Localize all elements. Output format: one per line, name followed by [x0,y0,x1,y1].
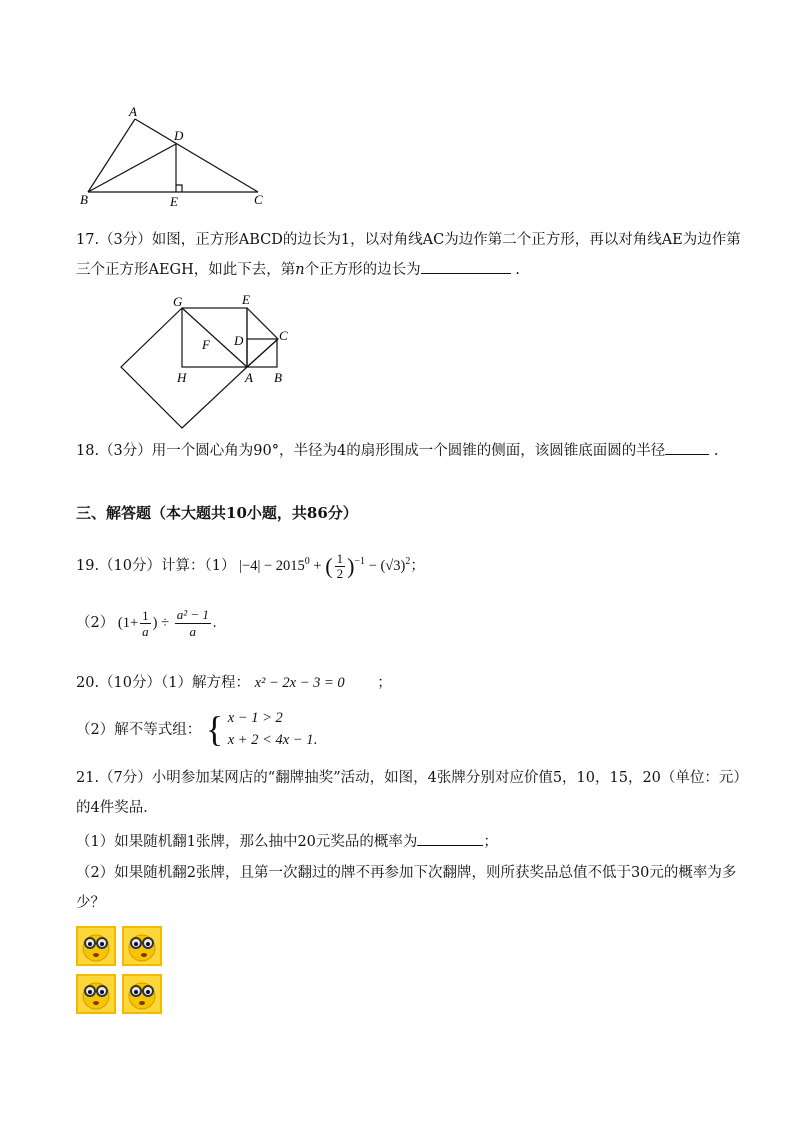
q18-line [76,440,718,462]
q20-period: . [313,732,318,748]
q19-abs: |−4| [239,557,261,574]
card-1[interactable] [76,926,116,966]
glasses-face-icon [124,976,160,1012]
card-3[interactable] [76,974,116,1014]
card-4[interactable] [122,974,162,1014]
glasses-face-icon [78,928,114,964]
label-E2: E [242,292,250,307]
label-C: C [254,192,263,207]
squares-figure [112,290,312,435]
q21-part1 [76,831,498,853]
q19-neg1: −1 [354,556,366,567]
q19-half: $\frac{1}{2}$ [336,551,344,581]
q20-ineq1: x − 1 > 2 [227,710,283,726]
glasses-face-icon [124,928,160,964]
q17-line1: 17.（3分）如图，正方形ABCD的边长为1，以对角线AC为边作第二个正方形，再以对角线AE为边作第 [76,232,741,248]
q20-ineq2: x + 2 < 4x − 1 [227,732,314,748]
card-2[interactable] [122,926,162,966]
q20-line1 [76,672,392,694]
q19-semicolon: ； [410,557,425,574]
label-F: F [202,337,210,352]
label-D2: D [234,333,244,348]
q20-eq: x² − 2x − 3 = 0 [254,675,345,691]
label-B: B [80,192,88,207]
q17-period: . [515,262,520,278]
q21-part1-text: （1）如果随机翻1张牌，那么抽中20元奖品的概率为 [76,834,418,850]
q21-line1: 21.（7分）小明参加某网店的“翻牌抽奖”活动，如图，4张牌分别对应价值5，10，15，20（单位：元） [76,770,748,786]
q21-answer-blank[interactable] [417,831,483,846]
label-G: G [173,294,183,309]
cards-grid [76,926,166,1022]
q19-p2-open: (1+ [117,615,139,631]
q19-minus: − [368,557,377,574]
q19-zero: 0 [304,556,310,567]
q19-sq: 2 [405,556,411,567]
q19-plus: + [313,557,322,574]
q19-period: . [212,615,217,631]
q18-period: . [713,443,719,459]
q21-part2-line1: （2）如果随机翻2张牌，且第一次翻过的牌不再参加下次翻牌，则所获奖品总值不低于30元的概率为多 [76,865,737,881]
q21-part2-line2: 少？ [76,895,105,911]
label-D: D [174,128,184,143]
label-C2: C [279,328,288,343]
q21-line2: 的4件奖品． [76,800,158,816]
q20-label: 20.（10分）（1）解方程： [76,675,250,691]
q17-line2 [76,259,520,281]
q18-text: 18.（3分）用一个圆心角为90°，半径为4的扇形围成一个圆锥的侧面，该圆锥底面圆的半径 [76,443,666,459]
q20-brace: { [205,709,224,749]
q17-line2-post: 个正方形的边长为 [304,262,421,278]
q19-line1: 19.（10分）计算：（1） $|-4| - 2015^0$ + ( $\frac{1}{2}$ )$^{-1} - (√3)^2$； [76,551,425,581]
q19-p2-close: ) [152,615,158,631]
q17-answer-blank[interactable] [421,259,511,274]
q20-line2 [76,707,317,751]
triangle-figure [78,104,278,210]
q19-sqrt3: (√3) [380,557,406,574]
q18-answer-blank[interactable] [665,440,709,455]
label-B2: B [274,370,282,385]
q19-part2-label: （2） [76,615,115,631]
q17-n: n [295,262,305,278]
q20-part2: （2）解不等式组： [76,722,202,738]
q21-part1-end: ； [483,834,498,850]
q17-line2-pre: 三个正方形AEGH，如此下去，第 [76,262,296,278]
q20-semicolon: ； [377,675,392,691]
label-A2: A [245,370,253,385]
q19-year: − 2015 [263,557,305,574]
label-A: A [129,104,137,119]
q19-line2 [76,603,216,643]
label-H: H [177,370,187,385]
label-E: E [170,194,178,209]
q19-label: 19.（10分）计算：（1） [76,557,236,574]
q19-p2-big-frac: $\frac{\text{a² − 1}}{a}$ [176,607,209,640]
q19-div: ÷ [161,615,170,631]
q19-p2-frac: $\frac{1}{a}$ [142,608,149,640]
glasses-face-icon [78,976,114,1012]
section-3-title: 三、解答题（本大题共10小题，共86分） [76,504,358,522]
